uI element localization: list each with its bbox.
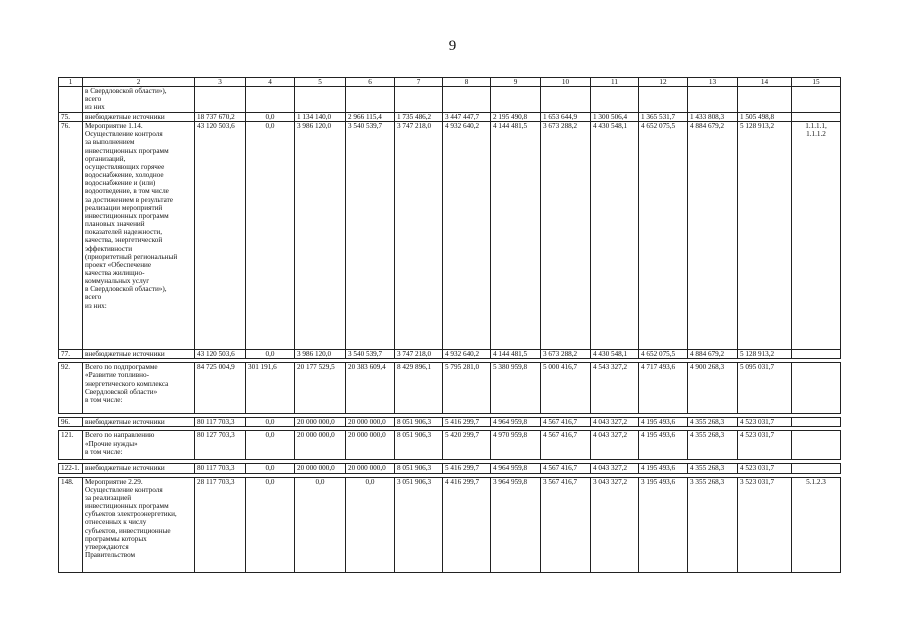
value-cell: 0,0 [246,122,295,350]
column-number: 2 [83,78,195,87]
value-cell: 5 416 299,7 [443,418,491,427]
value-cell: 4 970 959,8 [491,431,541,460]
value-cell: 5 128 913,2 [738,122,792,350]
value-cell: 1 300 506,4 [591,113,639,122]
value-cell [443,87,491,113]
value-cell: 4 884 679,2 [688,122,738,350]
value-cell: 0,0 [246,350,295,359]
value-cell: 4 964 959,8 [491,418,541,427]
value-cell: 0,0 [246,418,295,427]
row-number: 92. [59,363,83,414]
value-cell: 0,0 [346,477,395,572]
row-number: 148. [59,477,83,572]
value-cell: 2 966 115,4 [346,113,395,122]
table-row [59,418,841,427]
value-cell: 3 051 906,3 [395,477,443,572]
column-number: 9 [491,78,541,87]
value-cell: 8 051 906,3 [395,418,443,427]
value-cell: 8 051 906,3 [395,464,443,473]
target-code [792,431,841,460]
value-cell: 20 000 000,0 [346,464,395,473]
value-cell: 20 383 609,4 [346,363,395,414]
value-cell: 4 430 548,1 [591,122,639,350]
target-code [792,418,841,427]
value-cell: 1 505 498,8 [738,113,792,122]
value-cell: 5 000 416,7 [541,363,591,414]
row-name: Всего по направлению «Прочие нужды» в том числе: [83,431,195,460]
value-cell: 28 117 703,3 [195,477,246,572]
row-name: внебюджетные источники [83,464,195,473]
value-cell: 8 051 906,3 [395,431,443,460]
value-cell: 4 717 493,6 [639,363,688,414]
value-cell: 4 195 493,6 [639,431,688,460]
value-cell: 4 543 327,2 [591,363,639,414]
value-cell: 0,0 [246,113,295,122]
column-number: 12 [639,78,688,87]
value-cell: 4 652 075,5 [639,122,688,350]
row-name: Мероприятие 2.29. Осуществление контроля за реализацией инвестиционных программ субъектов электроэнергетики, отнесенных к числу субъектов, инвестиционные программы которых утверждаются Правительством [83,477,195,572]
value-cell: 4 144 481,5 [491,350,541,359]
value-cell: 18 737 670,2 [195,113,246,122]
value-cell: 4 355 268,3 [688,464,738,473]
column-number: 3 [195,78,246,87]
column-number: 8 [443,78,491,87]
value-cell: 3 747 218,0 [395,350,443,359]
column-number: 11 [591,78,639,87]
value-cell [491,87,541,113]
table-row [59,464,841,473]
value-cell: 4 416 299,7 [443,477,491,572]
value-cell: 4 043 327,2 [591,418,639,427]
table-row [59,477,841,572]
value-cell: 4 567 416,7 [541,464,591,473]
row-number: 96. [59,418,83,427]
value-cell: 3 043 327,2 [591,477,639,572]
column-number: 10 [541,78,591,87]
value-cell: 4 043 327,2 [591,464,639,473]
value-cell [688,87,738,113]
row-number: 122-1. [59,464,83,473]
value-cell: 3 447 447,7 [443,113,491,122]
value-cell: 3 747 218,0 [395,122,443,350]
value-cell [738,87,792,113]
value-cell: 4 430 548,1 [591,350,639,359]
value-cell [591,87,639,113]
column-number: 4 [246,78,295,87]
value-cell: 5 795 281,0 [443,363,491,414]
value-cell: 3 986 120,0 [295,350,346,359]
page-number: 9 [448,38,457,54]
row-name: внебюджетные источники [83,418,195,427]
value-cell [346,87,395,113]
target-code [792,464,841,473]
value-cell: 0,0 [246,464,295,473]
value-cell [395,87,443,113]
target-code [792,350,841,359]
value-cell: 3 673 288,2 [541,350,591,359]
value-cell: 4 523 031,7 [738,431,792,460]
value-cell: 20 177 529,5 [295,363,346,414]
row-name: в Свердловской области»), всего из них [83,87,195,113]
column-number: 1 [59,78,83,87]
value-cell: 301 191,6 [246,363,295,414]
table-row [59,431,841,460]
value-cell: 3 986 120,0 [295,122,346,350]
value-cell: 3 964 959,8 [491,477,541,572]
target-code: 1.1.1.1, 1.1.1.2 [792,122,841,350]
column-number-row [59,78,841,87]
column-number: 6 [346,78,395,87]
row-number: 77. [59,350,83,359]
value-cell: 0,0 [246,431,295,460]
value-cell: 1 365 531,7 [639,113,688,122]
column-number: 15 [792,78,841,87]
row-number: 75. [59,113,83,122]
target-code [792,87,841,113]
value-cell: 80 127 703,3 [195,431,246,460]
row-number: 76. [59,122,83,350]
value-cell: 4 523 031,7 [738,464,792,473]
value-cell: 5 420 299,7 [443,431,491,460]
column-number: 5 [295,78,346,87]
value-cell: 4 652 075,5 [639,350,688,359]
table-row [59,122,841,350]
value-cell [639,87,688,113]
value-cell: 20 000 000,0 [295,418,346,427]
target-code: 5.1.2.3 [792,477,841,572]
value-cell: 5 380 959,8 [491,363,541,414]
row-number [59,87,83,113]
value-cell: 4 355 268,3 [688,431,738,460]
target-code [792,113,841,122]
value-cell: 5 095 031,7 [738,363,792,414]
value-cell: 3 355 268,3 [688,477,738,572]
row-name: внебюджетные источники [83,350,195,359]
value-cell: 4 884 679,2 [688,350,738,359]
budget-table [58,77,841,573]
value-cell: 1 433 808,3 [688,113,738,122]
value-cell [246,87,295,113]
value-cell: 20 000 000,0 [295,431,346,460]
value-cell: 4 964 959,8 [491,464,541,473]
value-cell: 8 429 896,1 [395,363,443,414]
value-cell: 3 195 493,6 [639,477,688,572]
column-number: 14 [738,78,792,87]
value-cell: 84 725 004,9 [195,363,246,414]
value-cell: 4 932 640,2 [443,122,491,350]
value-cell: 2 195 490,8 [491,113,541,122]
value-cell [541,87,591,113]
value-cell: 4 523 031,7 [738,418,792,427]
value-cell: 4 900 268,3 [688,363,738,414]
value-cell [295,87,346,113]
value-cell: 20 000 000,0 [346,431,395,460]
budget-table-container [58,77,840,573]
row-name: Всего по подпрограмме «Развитие топливно- энергетического комплекса Свердловской области» в том числе: [83,363,195,414]
value-cell: 0,0 [246,477,295,572]
table-row [59,350,841,359]
value-cell: 3 523 031,7 [738,477,792,572]
value-cell [195,87,246,113]
column-number: 7 [395,78,443,87]
value-cell: 3 567 416,7 [541,477,591,572]
value-cell: 5 128 913,2 [738,350,792,359]
value-cell: 43 120 503,6 [195,122,246,350]
row-name: внебюджетные источники [83,113,195,122]
value-cell: 4 355 268,3 [688,418,738,427]
value-cell: 3 673 288,2 [541,122,591,350]
value-cell: 4 043 327,2 [591,431,639,460]
value-cell: 3 540 539,7 [346,122,395,350]
value-cell: 4 195 493,6 [639,464,688,473]
column-number: 13 [688,78,738,87]
target-code [792,363,841,414]
row-number: 121. [59,431,83,460]
value-cell: 5 416 299,7 [443,464,491,473]
value-cell: 4 144 481,5 [491,122,541,350]
value-cell: 3 540 539,7 [346,350,395,359]
value-cell: 4 567 416,7 [541,418,591,427]
table-row [59,87,841,113]
value-cell: 1 653 644,9 [541,113,591,122]
value-cell: 43 120 503,6 [195,350,246,359]
value-cell: 0,0 [295,477,346,572]
row-name: Мероприятие 1.14. Осуществление контроля за выполнением инвестиционных программ организаций, осуществляющих горячее водоснабжение, холодное водоснабжение и (или) водоотведение, в том числе за достижением в результате реализации мероприятий инвестиционных программ плановых значений показателей надежности, качества, энергетической эффективности (приоритетный региональный проект «Обеспечение качества жилищно- коммунальных услуг в Свердловской области»), всего из них: [83,122,195,350]
table-row [59,113,841,122]
value-cell: 4 195 493,6 [639,418,688,427]
value-cell: 20 000 000,0 [346,418,395,427]
value-cell: 20 000 000,0 [295,464,346,473]
value-cell: 80 117 703,3 [195,418,246,427]
value-cell: 4 932 640,2 [443,350,491,359]
value-cell: 80 117 703,3 [195,464,246,473]
value-cell: 4 567 416,7 [541,431,591,460]
value-cell: 1 134 140,0 [295,113,346,122]
table-row [59,363,841,414]
value-cell: 1 735 486,2 [395,113,443,122]
